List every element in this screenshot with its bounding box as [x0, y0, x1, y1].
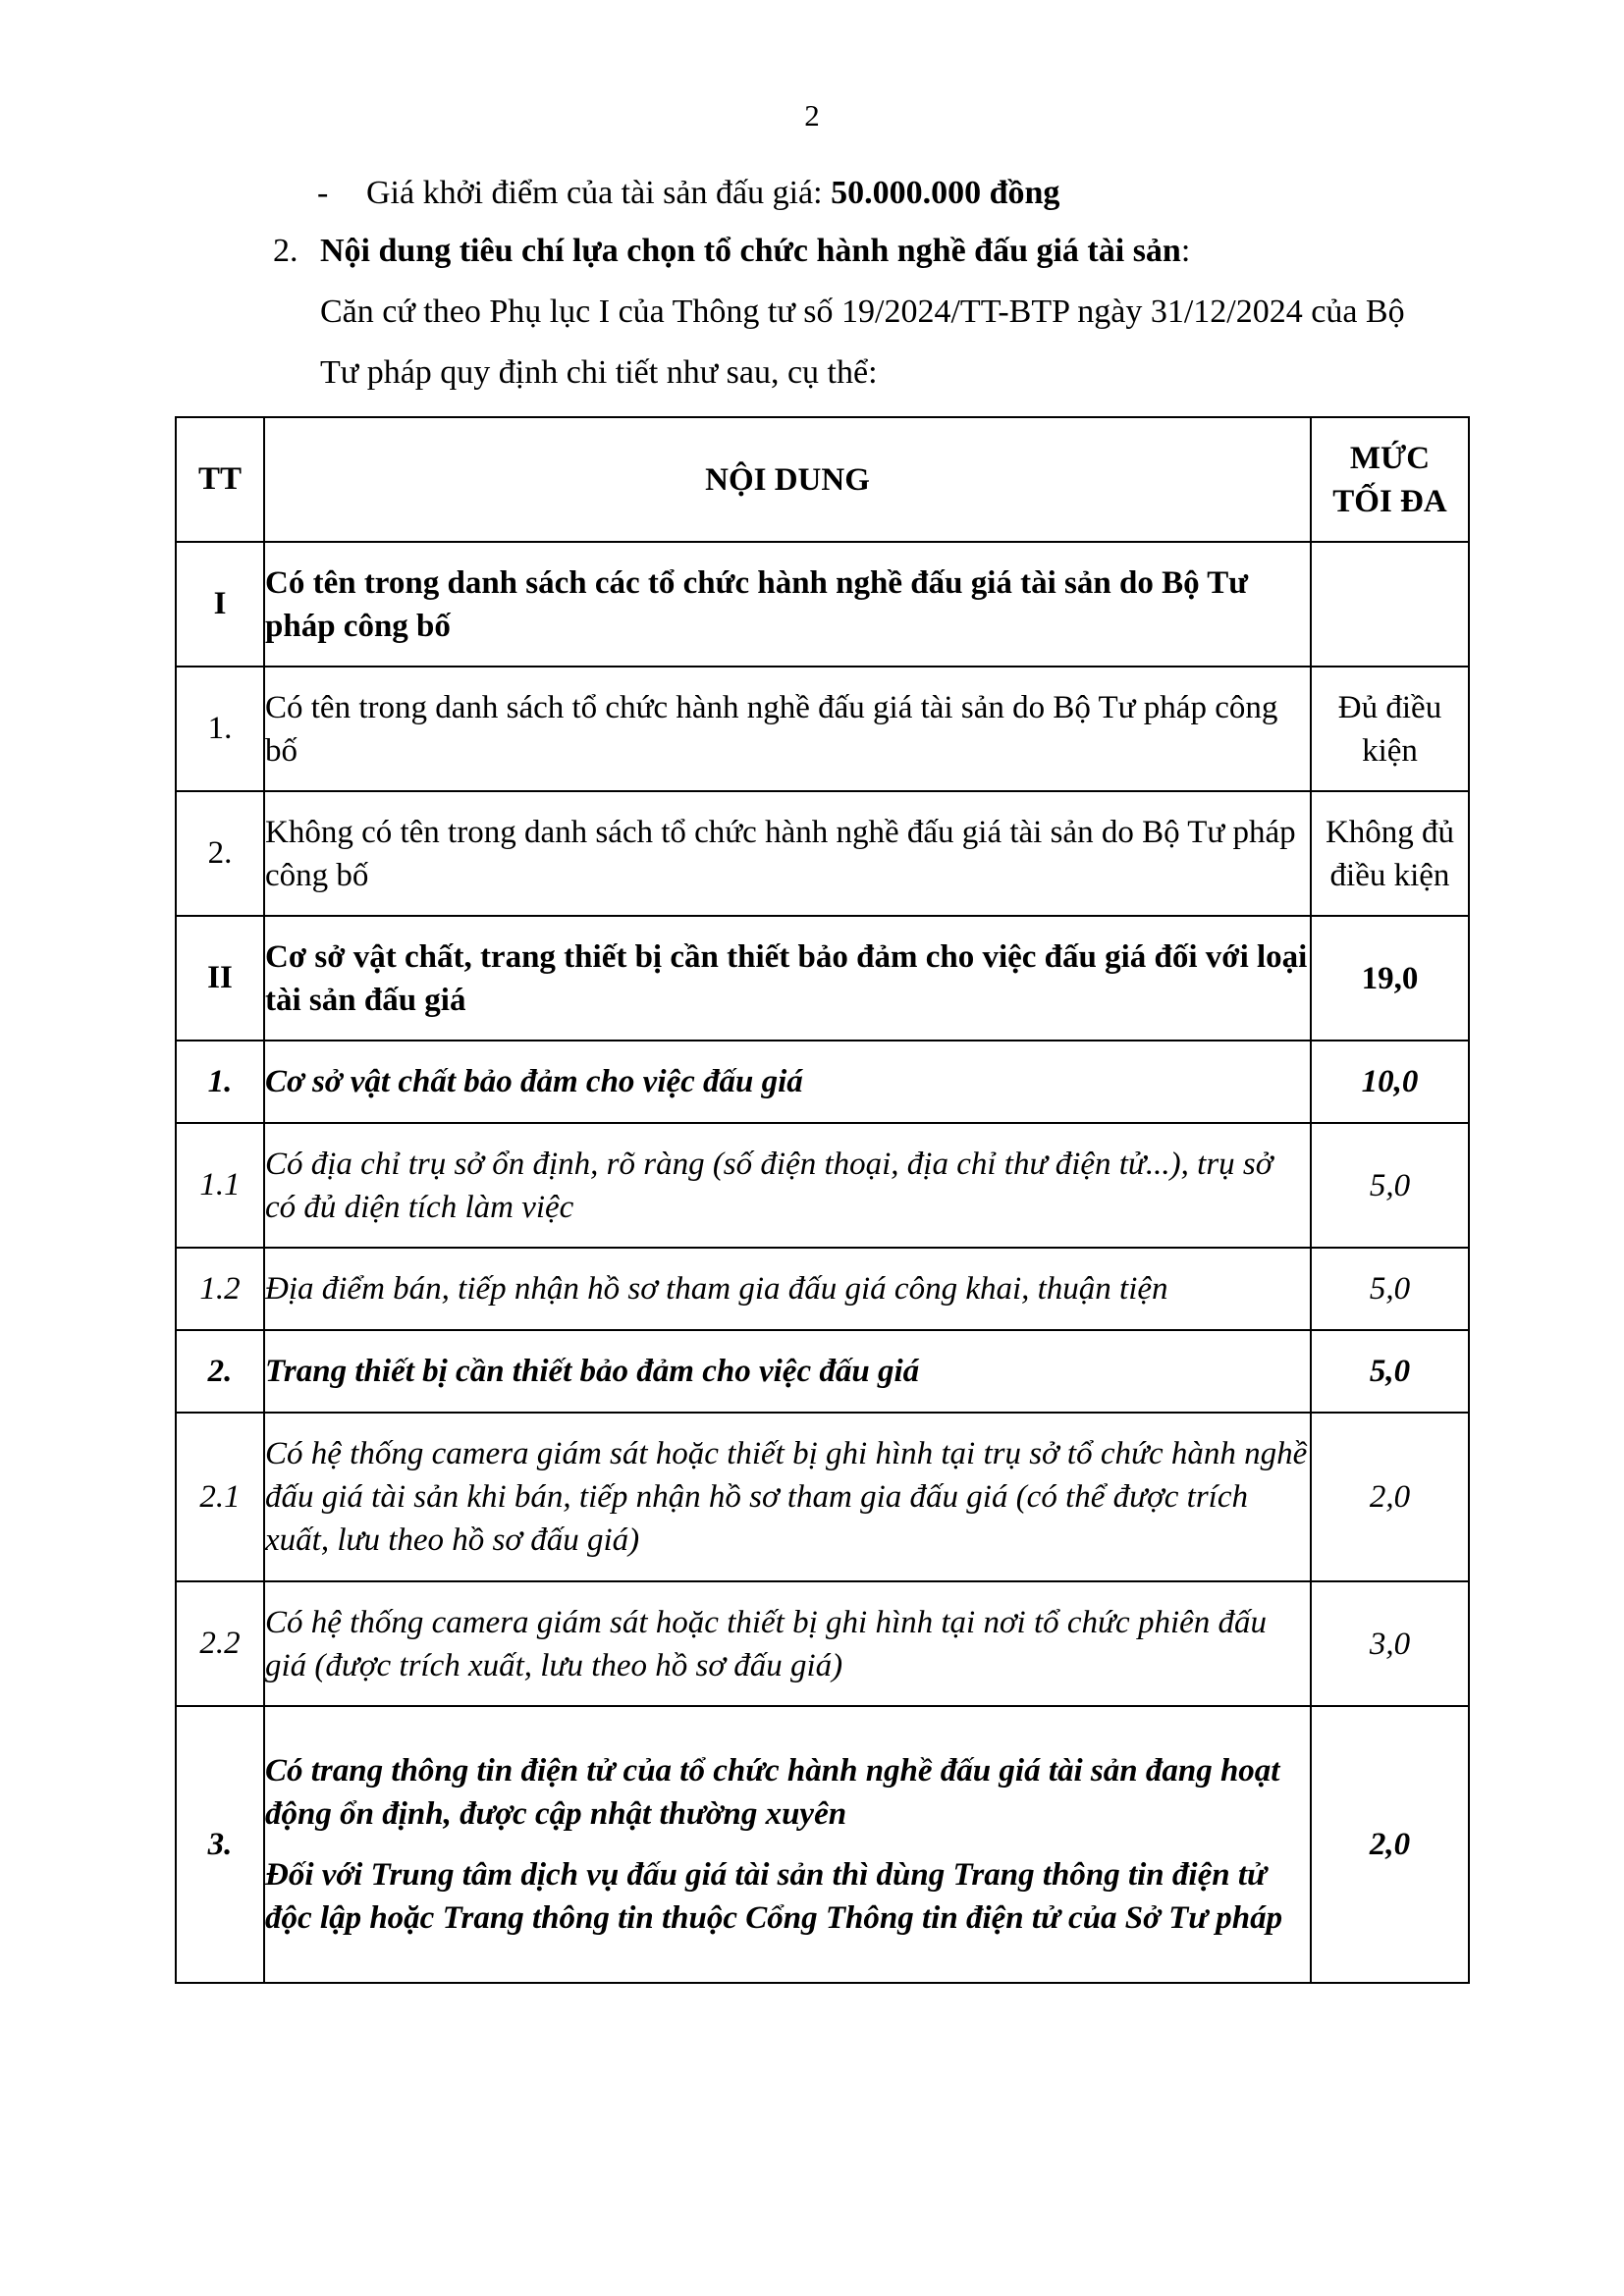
- row-content: Không có tên trong danh sách tổ chức hành nghề đấu giá tài sản do Bộ Tư pháp công bố: [264, 791, 1311, 916]
- section-number: 2.: [273, 233, 298, 269]
- row-content: Địa điểm bán, tiếp nhận hồ sơ tham gia đấu giá công khai, thuận tiện: [264, 1248, 1311, 1330]
- row-content-paragraph: Có trang thông tin điện tử của tổ chức hành nghề đấu giá tài sản đang hoạt động ổn định, được cập nhật thường xuyên: [265, 1753, 1280, 1832]
- row-max-score: 3,0: [1311, 1581, 1469, 1706]
- table-row: [176, 1581, 1469, 1706]
- row-tt: 1.1: [176, 1123, 264, 1248]
- row-max-score: Đủ điều kiện: [1311, 667, 1469, 791]
- row-content: Có hệ thống camera giám sát hoặc thiết bị ghi hình tại trụ sở tổ chức hành nghề đấu giá tài sản khi bán, tiếp nhận hồ sơ tham gia đấu giá (có thể được trích xuất, lưu theo hồ sơ đấu giá): [264, 1413, 1311, 1581]
- row-tt: 2.: [176, 1330, 264, 1413]
- section-colon: :: [1180, 233, 1191, 269]
- row-content: [264, 1706, 1311, 1983]
- row-content: Có tên trong danh sách tổ chức hành nghề đấu giá tài sản do Bộ Tư pháp công bố: [264, 667, 1311, 791]
- row-max-score: 5,0: [1311, 1123, 1469, 1248]
- table-row: [176, 916, 1469, 1041]
- row-max-score: 19,0: [1311, 916, 1469, 1041]
- row-max-score: [1311, 542, 1469, 667]
- section-heading: [273, 230, 1190, 273]
- table-row: [176, 542, 1469, 667]
- table-row: [176, 667, 1469, 791]
- starting-price-line: [317, 172, 1059, 215]
- table-header-row: [176, 417, 1469, 542]
- row-max-score: 5,0: [1311, 1330, 1469, 1413]
- table-row: [176, 1123, 1469, 1248]
- row-tt: 2.2: [176, 1581, 264, 1706]
- section-title: Nội dung tiêu chí lựa chọn tổ chức hành nghề đấu giá tài sản: [320, 233, 1181, 269]
- row-tt: I: [176, 542, 264, 667]
- row-max-score: 2,0: [1311, 1706, 1469, 1983]
- header-max-line: TỐI ĐA: [1332, 483, 1447, 519]
- row-max-score: 10,0: [1311, 1041, 1469, 1123]
- table-row: [176, 791, 1469, 916]
- row-content: Có địa chỉ trụ sở ổn định, rõ ràng (số điện thoại, địa chỉ thư điện tử...), trụ sở có đủ diện tích làm việc: [264, 1123, 1311, 1248]
- row-content: Có hệ thống camera giám sát hoặc thiết bị ghi hình tại nơi tổ chức phiên đấu giá (được trích xuất, lưu theo hồ sơ đấu giá): [264, 1581, 1311, 1706]
- row-tt: 2.: [176, 791, 264, 916]
- row-tt: II: [176, 916, 264, 1041]
- table-row: [176, 1706, 1469, 1983]
- row-content: Trang thiết bị cần thiết bảo đảm cho việc đấu giá: [264, 1330, 1311, 1413]
- starting-price-label: Giá khởi điểm của tài sản đấu giá:: [366, 175, 832, 211]
- criteria-table: [175, 416, 1470, 1984]
- header-max-score: [1311, 417, 1469, 542]
- row-tt: 1.: [176, 1041, 264, 1123]
- header-content: NỘI DUNG: [264, 417, 1311, 542]
- row-tt: 1.2: [176, 1248, 264, 1330]
- row-content: Có tên trong danh sách các tổ chức hành nghề đấu giá tài sản do Bộ Tư pháp công bố: [264, 542, 1311, 667]
- table-row: [176, 1330, 1469, 1413]
- row-content: Cơ sở vật chất bảo đảm cho việc đấu giá: [264, 1041, 1311, 1123]
- starting-price-value: 50.000.000 đồng: [831, 175, 1060, 211]
- row-tt: 3.: [176, 1706, 264, 1983]
- header-tt: TT: [176, 417, 264, 542]
- page-number: 2: [804, 98, 820, 133]
- section-body-line: Tư pháp quy định chi tiết như sau, cụ thể:: [320, 354, 878, 391]
- table-row: [176, 1248, 1469, 1330]
- row-tt: 1.: [176, 667, 264, 791]
- row-content-paragraph: Đối với Trung tâm dịch vụ đấu giá tài sản thì dùng Trang thông tin điện tử độc lập hoặc Trang thông tin thuộc Cổng Thông tin điện tử của Sở Tư pháp: [265, 1857, 1283, 1936]
- section-body-line: Căn cứ theo Phụ lục I của Thông tư số 19/2024/TT-BTP ngày 31/12/2024 của Bộ: [320, 294, 1405, 330]
- row-max-score: 2,0: [1311, 1413, 1469, 1581]
- table-row: [176, 1413, 1469, 1581]
- row-tt: 2.1: [176, 1413, 264, 1581]
- row-content: Cơ sở vật chất, trang thiết bị cần thiết bảo đảm cho việc đấu giá đối với loại tài sản đấu giá: [264, 916, 1311, 1041]
- header-max-line: MỨC: [1349, 440, 1431, 476]
- row-max-score: 5,0: [1311, 1248, 1469, 1330]
- table-row: [176, 1041, 1469, 1123]
- row-max-score: Không đủ điều kiện: [1311, 791, 1469, 916]
- bullet-dash: -: [317, 175, 329, 211]
